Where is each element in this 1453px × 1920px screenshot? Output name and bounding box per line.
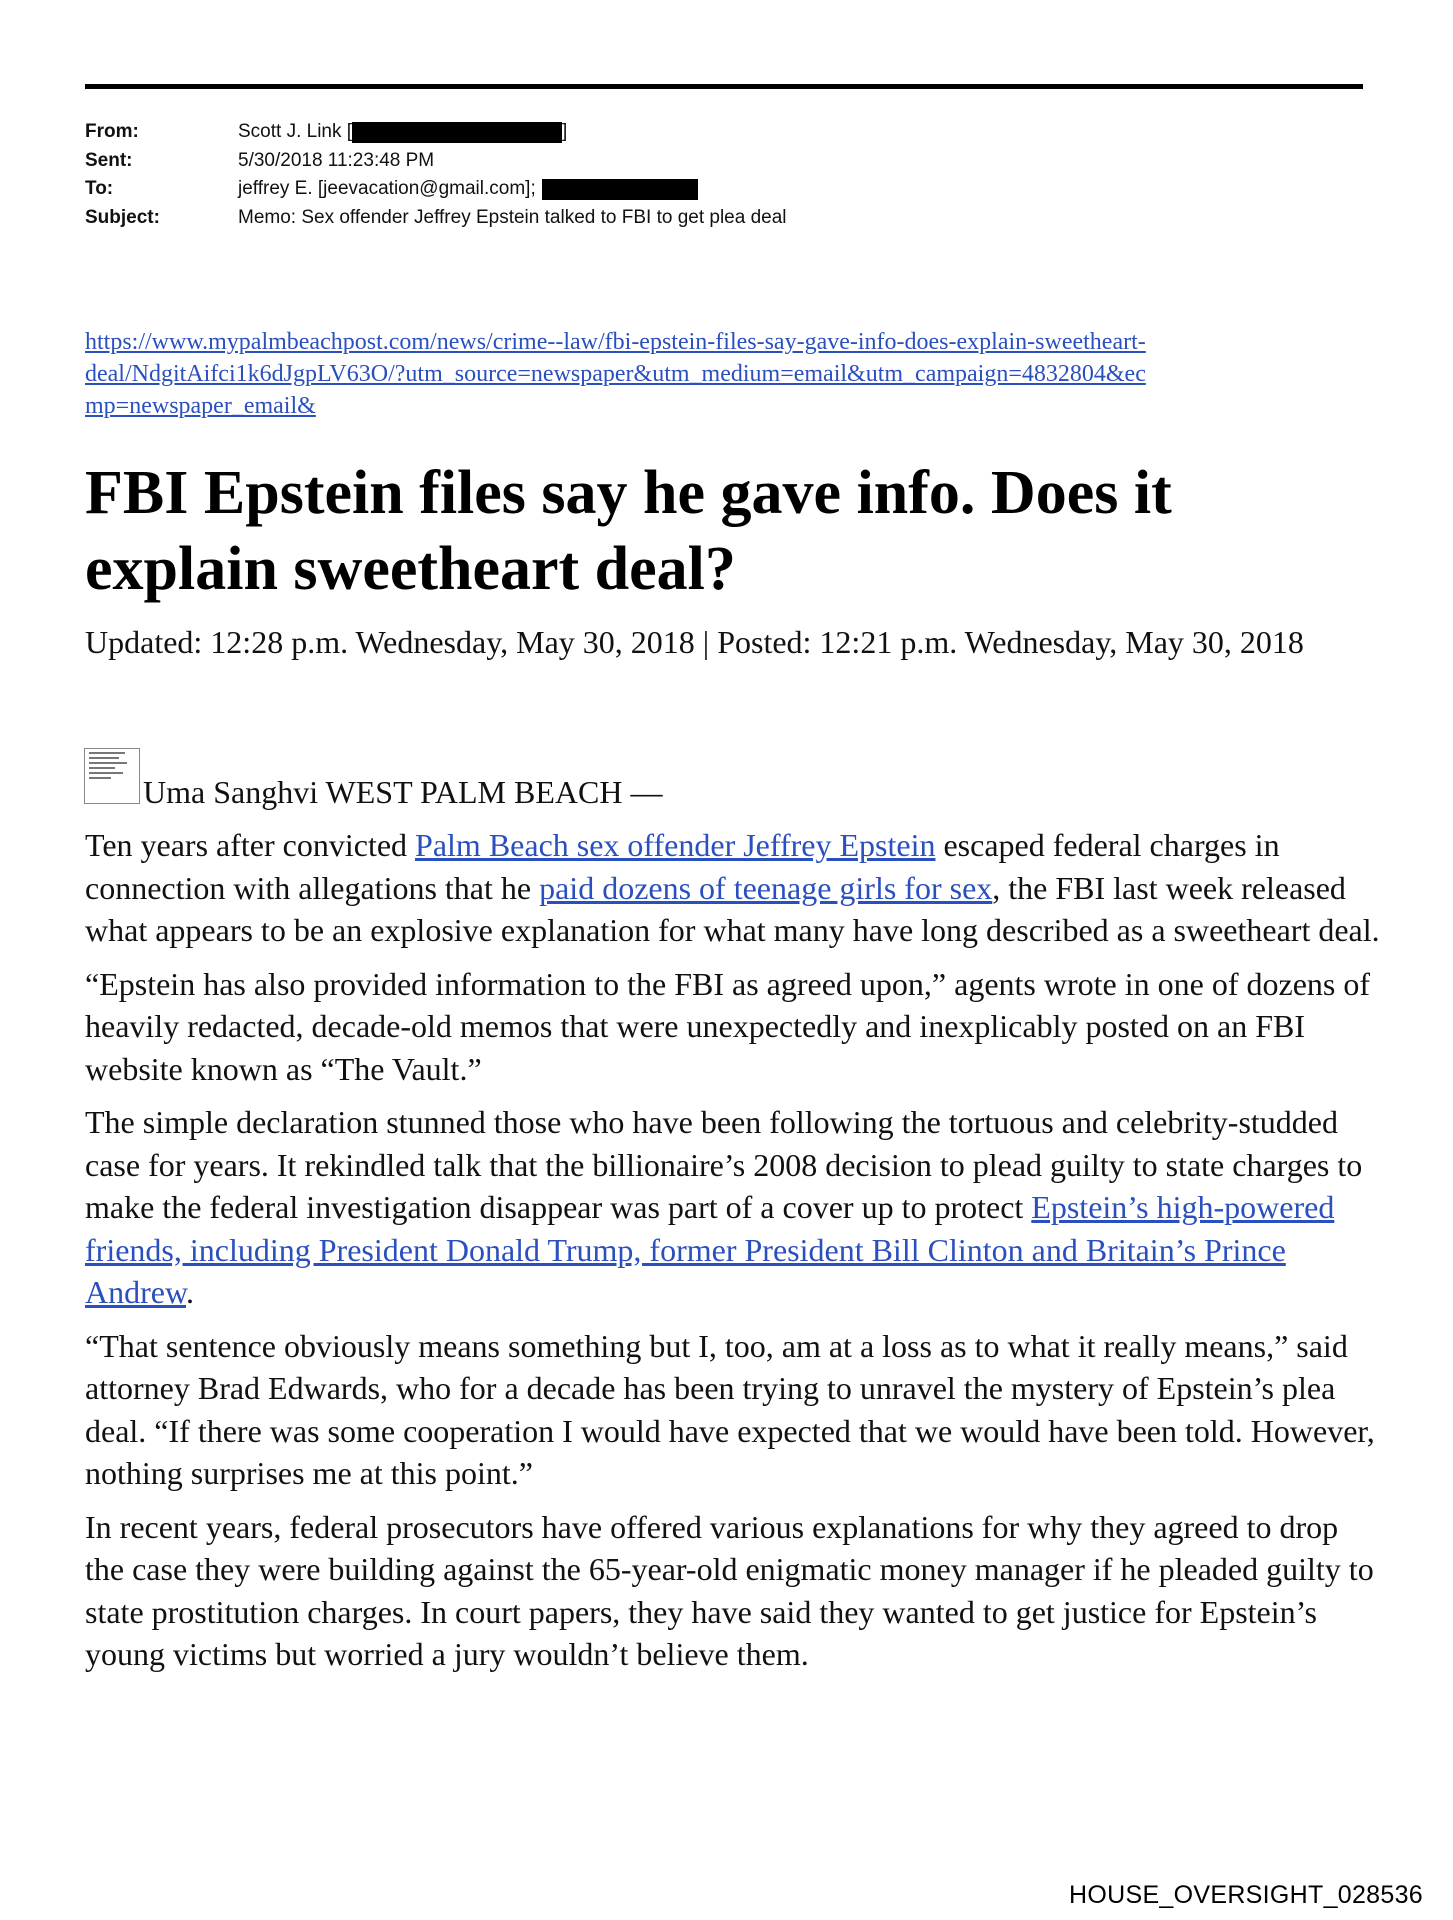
subject-label: Subject: xyxy=(85,206,160,228)
article-url-link-line3[interactable]: mp=newspaper_email& xyxy=(85,393,316,419)
header-rule xyxy=(85,84,1363,89)
text: . xyxy=(186,1274,194,1310)
paragraph-5: In recent years, federal prosecutors have offered various explanations for why they agreed to drop the case they were building against the 65-year-old enigmatic money manager if he pleaded guilty to state prostitution charges. In court papers, they have said they wanted to get justice for Epstein’s young victims but worried a jury wouldn’t believe them. xyxy=(85,1508,1374,1672)
article-url-link-line2[interactable]: deal/NdgitAifci1k6dJgpLV63O/?utm_source=newspaper&utm_medium=email&utm_campaign=4832804&ec xyxy=(85,361,1146,387)
paragraph-3 xyxy=(85,1101,1385,1314)
link-palm-beach-sex-offender[interactable]: Palm Beach sex offender Jeffrey Epstein xyxy=(415,827,936,863)
text: , the FBI last week released what appears to be an explosive explanation for what many have long described as a sweetheart deal. xyxy=(85,869,1380,948)
paragraph-1 xyxy=(85,824,1385,952)
from-bracket: ] xyxy=(562,121,568,142)
paragraph-2: “Epstein has also provided information to the FBI as agreed upon,” agents wrote in one of dozens of heavily redacted, decade-old memos that were unexpectedly and inexplicably posted on an FBI website known as “The Vault.” xyxy=(85,965,1370,1087)
sent-row xyxy=(85,147,787,176)
article-byline: Uma Sanghvi WEST PALM BEACH — xyxy=(143,774,663,810)
from-value xyxy=(238,118,567,147)
article-url xyxy=(85,326,1375,422)
article-body xyxy=(85,824,1385,1687)
paragraph-4: “That sentence obviously means something but I, too, am at a loss as to what it really means,” said attorney Brad Edwards, who for a decade has been trying to unravel the mystery of Epstein’s plea deal. “If there was some cooperation I would have expected that we would have been told. However, nothing surprises me at this point.” xyxy=(85,1327,1375,1491)
article-url-link-line1[interactable]: https://www.mypalmbeachpost.com/news/crime--law/fbi-epstein-files-say-gave-info-does-explain-sweetheart- xyxy=(85,329,1146,355)
to-label: To: xyxy=(85,178,114,199)
article-dateline: Updated: 12:28 p.m. Wednesday, May 30, 2018 | Posted: 12:21 p.m. Wednesday, May 30, 2018 xyxy=(85,624,1304,660)
to-row xyxy=(85,175,787,204)
article-headline: FBI Epstein files say he gave info. Does it explain sweetheart deal? xyxy=(85,459,1172,603)
bates-number: HOUSE_OVERSIGHT_028536 xyxy=(1069,1881,1423,1909)
link-paid-dozens[interactable]: paid dozens of teenage girls for sex xyxy=(539,869,993,906)
email-header xyxy=(85,118,787,232)
subject-row xyxy=(85,204,787,233)
to-value xyxy=(238,175,698,204)
sent-label: Sent: xyxy=(85,149,133,171)
redaction-block xyxy=(352,122,562,143)
from-label: From: xyxy=(85,121,139,142)
subject-value: Memo: Sex offender Jeffrey Epstein talked to FBI to get plea deal xyxy=(238,206,787,228)
sent-value: 5/30/2018 11:23:48 PM xyxy=(238,149,435,171)
text: Ten years after convicted xyxy=(85,827,416,863)
text: escaped federal charges in connection with allegations that he xyxy=(85,827,1280,906)
from-name: Scott J. Link [ xyxy=(238,121,353,142)
from-row xyxy=(85,118,787,147)
to-recipient: jeffrey E. [jeevacation@gmail.com]; xyxy=(238,178,536,199)
author-photo-placeholder xyxy=(84,748,140,804)
link-high-powered-friends[interactable]: Epstein’s high-powered friends, including President Donald Trump, former President Bill Clinton and Britain’s Prince Andrew xyxy=(85,1189,1335,1310)
text: The simple declaration stunned those who have been following the tortuous and celebrity-studded case for years. It rekindled talk that the billionaire’s 2008 decision to plead guilty to state charges to make the federal investigation disappear was part of a cover up to protect xyxy=(85,1104,1363,1225)
redaction-block xyxy=(542,179,698,200)
